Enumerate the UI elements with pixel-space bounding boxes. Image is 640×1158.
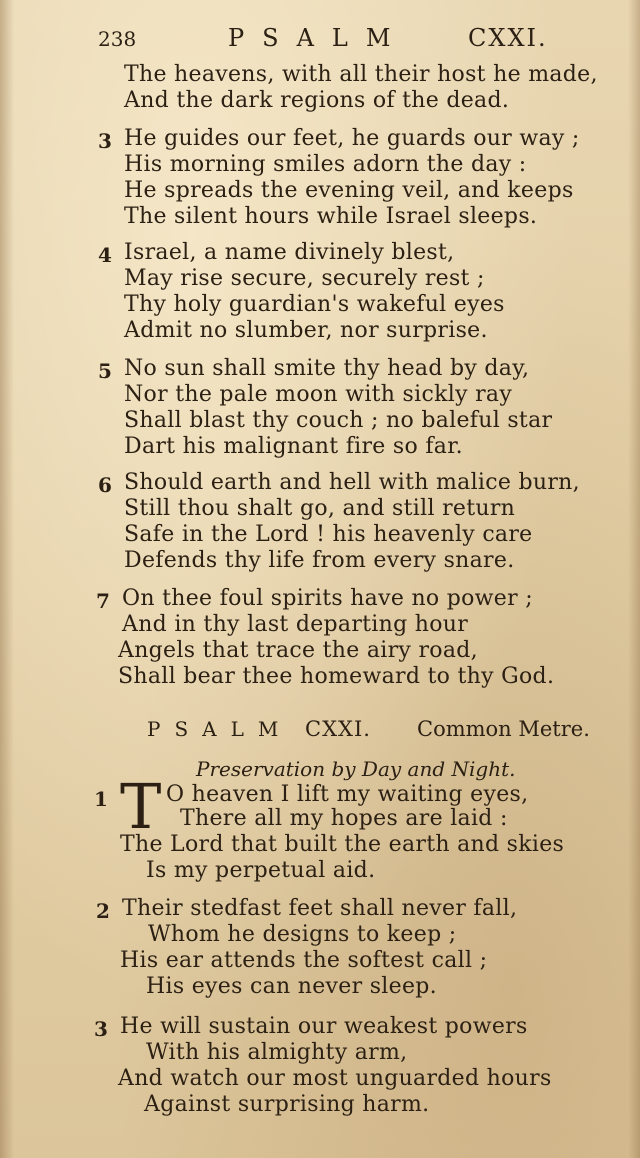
stanza-number: 6 bbox=[98, 473, 112, 497]
verse-line: Nor the pale moon with sickly ray bbox=[124, 382, 513, 407]
verse-line: Thy holy guardian's wakeful eyes bbox=[124, 292, 505, 317]
verse-line: With his almighty arm, bbox=[146, 1040, 408, 1065]
running-head-title: PSALM bbox=[228, 24, 409, 52]
verse-line: He spreads the evening veil, and keeps bbox=[124, 178, 574, 203]
stanza-number: 4 bbox=[98, 243, 112, 267]
section-title: PSALM bbox=[147, 717, 293, 741]
verse-line: Admit no slumber, nor surprise. bbox=[124, 318, 488, 343]
verse-line: His eyes can never sleep. bbox=[146, 974, 437, 999]
verse-line: There all my hopes are laid : bbox=[180, 806, 508, 831]
verse-line: Shall bear thee homeward to thy God. bbox=[118, 664, 555, 689]
verse-line: No sun shall smite thy head by day, bbox=[124, 356, 530, 381]
verse-line: And watch our most unguarded hours bbox=[118, 1066, 552, 1091]
stanza-number: 3 bbox=[94, 1017, 108, 1041]
verse-line: Against surprising harm. bbox=[144, 1092, 430, 1117]
verse-line: The silent hours while Israel sleeps. bbox=[124, 204, 538, 229]
verse-line: His ear attends the softest call ; bbox=[120, 948, 488, 973]
verse-line: Still thou shalt go, and still return bbox=[124, 496, 516, 521]
page-number: 238 bbox=[98, 27, 137, 51]
verse-line: Their stedfast feet shall never fall, bbox=[122, 896, 518, 921]
verse-line: Whom he designs to keep ; bbox=[148, 922, 457, 947]
verse-line: On thee foul spirits have no power ; bbox=[122, 586, 533, 611]
verse-line: May rise secure, securely rest ; bbox=[124, 266, 485, 291]
stanza-number: 7 bbox=[96, 589, 110, 613]
verse-line: O heaven I lift my waiting eyes, bbox=[166, 782, 529, 807]
drop-cap: T bbox=[120, 770, 162, 843]
verse-line: The heavens, with all their host he made, bbox=[124, 62, 598, 87]
verse-line: The Lord that built the earth and skies bbox=[120, 832, 565, 857]
verse-line: He will sustain our weakest powers bbox=[120, 1014, 528, 1039]
verse-line: Shall blast thy couch ; no baleful star bbox=[124, 408, 553, 433]
verse-line: And the dark regions of the dead. bbox=[124, 88, 510, 113]
verse-line: His morning smiles adorn the day : bbox=[124, 152, 527, 177]
page-shadow-right bbox=[628, 0, 640, 1158]
stanza-number: 3 bbox=[98, 129, 112, 153]
stanza-number: 2 bbox=[96, 899, 110, 923]
page-shadow-left bbox=[0, 0, 14, 1158]
verse-line: Angels that trace the airy road, bbox=[118, 638, 478, 663]
stanza-number: 1 bbox=[94, 787, 108, 811]
verse-line: Should earth and hell with malice burn, bbox=[124, 470, 580, 495]
stanza-number: 5 bbox=[98, 359, 112, 383]
section-numeral: CXXI. bbox=[305, 717, 371, 741]
verse-line: Israel, a name divinely blest, bbox=[124, 240, 455, 265]
section-subtitle: Preservation by Day and Night. bbox=[196, 757, 516, 781]
verse-line: And in thy last departing hour bbox=[122, 612, 469, 637]
verse-line: Safe in the Lord ! his heavenly care bbox=[124, 522, 533, 547]
verse-line: Is my perpetual aid. bbox=[146, 858, 376, 883]
running-head-numeral: CXXI. bbox=[468, 24, 548, 52]
verse-line: Dart his malignant fire so far. bbox=[124, 434, 463, 459]
verse-line: Defends thy life from every snare. bbox=[124, 548, 515, 573]
verse-line: He guides our feet, he guards our way ; bbox=[124, 126, 580, 151]
section-meter: Common Metre. bbox=[417, 717, 590, 741]
